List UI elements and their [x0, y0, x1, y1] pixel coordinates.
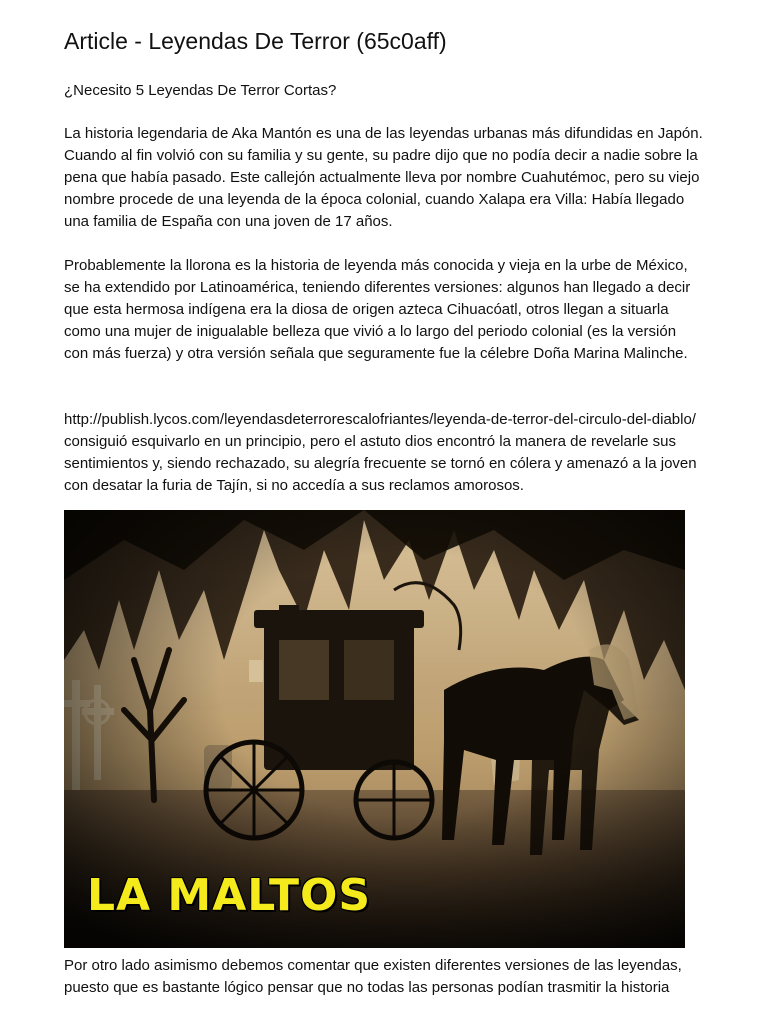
paragraph-3: http://publish.lycos.com/leyendasdeterrorescalofriantes/leyenda-de-terror-del-circulo-del-diablo/ consiguió esquivarlo en un principio, pero el astuto dios encontró la manera de revelarle sus sentimientos y, siendo rechazado, su alegría frecuente se tornó en cólera y amenazó a la joven con desatar la furia de Tajín, si no accedía a sus reclamos amorosos.: [64, 411, 697, 494]
question-line: ¿Necesito 5 Leyendas De Terror Cortas?: [64, 82, 337, 99]
image-caption-overlay: LA MALTOS: [87, 870, 372, 921]
paragraph-2: Probablemente la llorona es la historia de leyenda más conocida y vieja en la urbe de México, se ha extendido por Latinoamérica, teniendo diferentes versiones: algunos han llegado a decir que esta hermosa indígena era la diosa de origen azteca Cihuacóatl, otros llegan a situarla como una mujer de inigualable belleza que vivió a lo largo del periodo colonial (es la versión con más fuerza) y otra versión señala que seguramente fue la célebre Doña Marina Malinche.: [64, 257, 691, 362]
article-title: Article - Leyendas De Terror (65c0aff): [64, 28, 447, 54]
article-image: [64, 510, 685, 948]
paragraph-1: La historia legendaria de Aka Mantón es una de las leyendas urbanas más difundidas en Japón. Cuando al fin volvió con su familia y su gente, su padre dijo que no podía decir a nadie sobre la pena que había pasado. Este callejón actualmente lleva por nombre Cuahutémoc, pero su viejo nombre procede de una leyenda de la época colonial, cuando Xalapa era Villa: Había llegado una familia de España con una joven de 17 años.: [64, 125, 703, 230]
paragraph-4: Por otro lado asimismo debemos comentar que existen diferentes versiones de las leyendas, puesto que es bastante lógico pensar que no todas las personas podían trasmitir la historia: [64, 957, 682, 996]
